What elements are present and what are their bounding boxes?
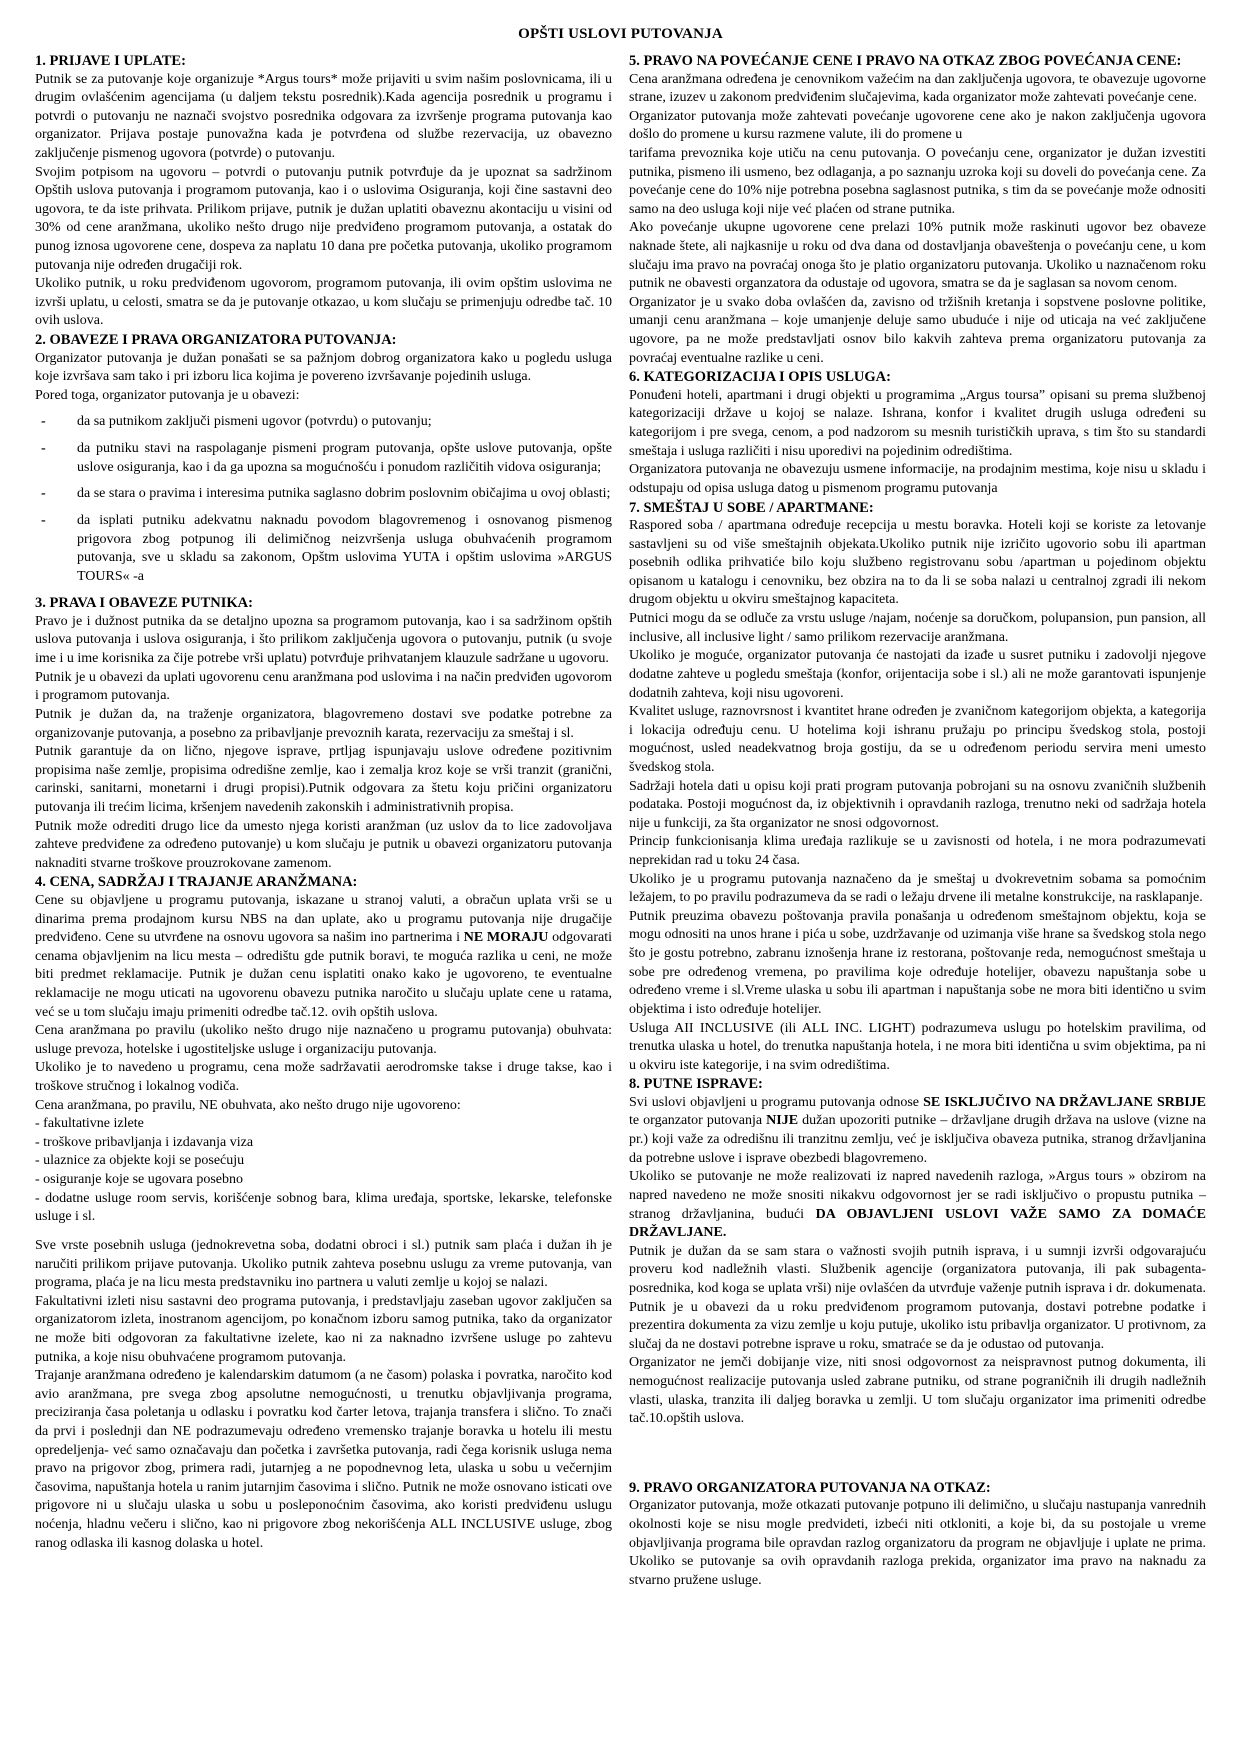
paragraph: Cena aranžmana, po pravilu, NE obuhvata, ako nešto drugo nije ugovoreno: — [35, 1097, 461, 1113]
paragraph: Putnik garantuje da on lično, njegove isprave, prtljag ispunjavaju uslove određene pozitivnim propisima naše zemlje, propisima odredišne zemlje, kao i zemalja kroz koje se vrši tranzit (granični, carinski, sanitarni, monetarni i drugi propisi).Putnik odgovara za štetu koju pričini organizatoru putovanja ili trećim licima, kršenjem navedenih zakonskih i administrativnih propisa. — [35, 744, 612, 815]
paragraph: Putnik je dužan da se sam stara o važnosti svojih putnih isprava, i u sumnji izvrši odgovarajuću proveru kod nadležnih vlasti. Službenik agencije (organizatora putovanja, ili pak subagenta-posrednika, kod koga se uplata vrši) nije ovlašćen da utvrđuje važenje putnih isprava i dr. dokumenata. Putnik je u obavezi da u roku predviđenom programom putovanja, dostavi potrebne podatke i prezentira dokumenta za vizu zemlje u koju putuje, ukoliko istu pribavlja organizator. U protivnom, za slučaj da ne dostavi potrebne isprave u roku, smatraće se da je odustao od putovanja. — [629, 1243, 1206, 1352]
document-title: OPŠTI USLOVI PUTOVANJA — [518, 26, 723, 42]
section-heading: 3. PRAVA I OBAVEZE PUTNIKA: — [35, 595, 253, 612]
paragraph: Ukoliko je u programu putovanja naznačeno da je smeštaj u dvokrevetnim sobama sa pomoćnim ležajem, to po pravilu podrazumeva da se radi o ležaju drvene ili metalne konstrukcije, na rasklapanje. — [629, 871, 1206, 906]
list-item: - da sa putnikom zaključi pismeni ugovor (potvrdu) o putovanju; — [35, 413, 612, 432]
section-heading: 7. SMEŠTAJ U SOBE / APARTMANE: — [629, 499, 874, 516]
paragraph: Usluga AII INCLUSIVE (ili ALL INC. LIGHT) podrazumeva uslugu po hotelskim pravilima, od trenutka ulaska u hotel, do trenutka napuštanja hotela, i ne mora biti identična u svim objektima, pa ni u okviru iste kategorije, i na svim odredištima. — [629, 1020, 1206, 1073]
right-column — [629, 52, 1206, 1590]
paragraph: Princip funkcionisanja klima uređaja razlikuje se u zavisnosti od hotela, i ne mora podrazumevati neprekidan rad u toku 24 časa. — [629, 834, 1206, 869]
spacer — [35, 1227, 612, 1237]
paragraph: Svojim potpisom na ugovoru – potvrdi o putovanju putnik potvrđuje da je upoznat sa sadržinom Opštih uslova putovanja i programom putovanja, kao i o uslovima Osiguranja, koji čine sastavni deo ugovora, te da iste prihvata. Prilikom prijave, putnik je dužan uplatiti obaveznu akontaciju u visini od 30% od cene aranžmana, ukoliko nešto drugo nije predviđeno programom putovanja, a ostatak do punog iznosa ugovorene cene, dospeva za naplatu 10 dana pre početka putovanja, ukoliko programom putovanja nije određen drugačiji rok. — [35, 164, 612, 273]
left-column — [35, 52, 612, 1553]
paragraph: Ukoliko se putovanje ne može realizovati iz napred navedenih razloga, »Argus tours » obzirom na napred navedeno ne može snositi nikakvu odgovornost jer se radi isključivo o propustu putnika – stranog državljanina, budući DA OBJAVLJENI USLOVI VAŽE SAMO ZA DOMAĆE DRŽAVLJANE. — [629, 1169, 1206, 1241]
paragraph: tarifama prevoznika koje utiču na cenu putovanja. O povećanju cene, organizator je dužan izvestiti putnika, pismeno ili usmeno, bez odlaganja, a po saznanju uzroka koji su doveli do povećanja cene. Za povećanje cene do 10% nije potrebna posebna saglasnost putnika, s tim da se povećanje može odnositi samo na deo usluga koji nije već plaćen od strane putnika. — [629, 145, 1206, 217]
paragraph: Organizator ne jemči dobijanje vize, niti snosi odgovornost za neispravnost putnog dokumenta, ili nemogućnost realizacije putovanja usled zabrane putniku, od strane pograničnih ili drugih nadležnih vlasti, ulaska, tranzita ili daljeg boravka u zemlji. U tom slučaju organizator ima primeniti odredbe tač.10.opštih uslova. — [629, 1355, 1206, 1427]
paragraph: Pored toga, organizator putovanja je u obavezi: — [35, 387, 300, 403]
paragraph: Putnik je u obavezi da uplati ugovorenu cenu aranžmana pod uslovima i na način predviđen ugovorom i programom putovanja. — [35, 669, 612, 704]
paragraph: Fakultativni izleti nisu sastavni deo programa putovanja, i predstavljaju zaseban ugovor zaključen sa organizatorom izleta, inostranom agencijom, po konačnom izboru samog putnika, tako da organizator ne može biti odgovoran za fakultativne izelete, kao ni za naknadno izvršene usluge po zahtevu putnika, a koje nisu obuhvaćene programom putovanja. — [35, 1293, 612, 1365]
paragraph: Trajanje aranžmana određeno je kalendarskim datumom (a ne časom) polaska i povratka, naročito kod avio aranžmana, pre svega zbog apsolutne nemogućnosti, u trenutku objavljivanja programa, preciziranja časa poletanja u odlasku i povratku kod čarter letova, trajanja transfera i slično. To znači da prvi i poslednji dan NE podrazumevaju određeno vremensko trajanje boravka u hotelu ili mestu opredeljenja- već samo označavaju dan početka i završetka putovanja, radi čega korisnik usluga nema pravo na prigovor zbog, primera radi, jutarnjeg a ne popodnevnog leta, ulaska u sobu u večernjim časovima, napuštanja hotela u ranim jutarnjim časovima i slično. Putnik ne može osnovano isticati ove prigovore ni u slučaju ulaska u sobu u posleponoćnim časovima, ako koristi predviđenu uslugu noćenja, hladnu večeru i slično, kao ni prigovore zbog nekorišćenja ALL INCLUSIVE usluge, zbog ranog odlaska ili kasnog dolaska u hotel. — [35, 1368, 612, 1551]
paragraph: Sadržaji hotela dati u opisu koji prati program putovanja pobrojani su na osnovu zvaničnih službenih podataka. Postoji mogućnost da, iz objektivnih i opravdanih razloga, trenutno neki od sadržaja hotela nije u funkciji, za šta organizator ne snosi odgovornost. — [629, 778, 1206, 831]
paragraph: Raspored soba / apartmana određuje recepcija u mestu boravka. Hoteli koji se koriste za letovanje sastavljeni su od više smeštajnih objekata.Ukoliko putnik nije izričito ugovorio sobu ili apartman posebnih odlika prihvatiće bilo koju službeno registrovanu sobu /apartman u pojedinom objektu opisanom u katalogu i cenovniku, bez obzira na to da li se soba nalazi u centralnoj zgradi ili nekom drugom objektu u okviru smeštajnog kapaciteta. — [629, 518, 1206, 608]
paragraph: - troškove pribavljanja i izdavanja viza — [35, 1134, 254, 1150]
section-heading: 1. PRIJAVE I UPLATE: — [35, 53, 186, 69]
paragraph: Organizator je u svako doba ovlašćen da, zavisno od tržišnih kretanja i sopstvene poslovne politike, umanji cenu aranžmana – koje umanjenje deluje samo ubuduće i nije od uticaja na već zaključene ugovore, pa ne može predstavljati osnov bilo kakvih zahteva prema organizatoru putovanja za povraćaj eventualne razlike u ceni. — [629, 294, 1206, 366]
list-item: - da isplati putniku adekvatnu naknadu povodom blagovremenog i osnovanog pismenog prigovora zbog potpunog ili delimičnog neizvršenja usluga obuhvaćenih programom putovanja, sve u skladu sa zakonom, Opštm uslovima YUTA i opštim uslovima »ARGUS TOURS« -a — [35, 512, 612, 586]
paragraph: Cena aranžmana određena je cenovnikom važećim na dan zaključenja ugovora, te obavezuje ugovorne strane, izuzev u zakonom predviđenim slučajevima, kada organizator može zahtevati povećanje cene. — [629, 71, 1206, 106]
section-heading: 6. KATEGORIZACIJA I OPIS USLUGA: — [629, 369, 891, 386]
paragraph: Cena aranžmana po pravilu (ukoliko nešto drugo nije naznačeno u programu putovanja) obuhvata: usluge prevoza, hotelske i ugostiteljske usluge i organizaciju putovanja. — [35, 1023, 612, 1057]
paragraph: Organizatora putovanja ne obavezuju usmene informacije, na prodajnim mestima, koje nisu u skladu i odstupaju od opisa usluga datog u pismenom programu putovanja — [629, 462, 1206, 496]
paragraph: - fakultativne izlete — [35, 1116, 144, 1132]
paragraph: Organizator putovanja, može otkazati putovanje potpuno ili delimično, u slučaju nastupanja vanrednih okolnosti koje se nisu mogle predvideti, izbeći niti otkloniti, a koje bi, da su postojale u vreme objavljivanja programa bile opravdan razlog organizatoru da program ne objavljuje i uplate ne prima. Ukoliko se putovanje sa ovih opravdanih razloga prekida, organizator ima pravo na naknadu za stvarno pružene usluge. — [629, 1498, 1206, 1588]
paragraph: Ponuđeni hoteli, apartmani i drugi objekti u programima „Argus toursa” opisani su prema službenoj kategorizaciji države u kojoj se nalaze. Ishrana, konfor i kvalitet drugih usluga određeni su kategorijom i pre svega, cenom, a pod nadzorom su mesnih turističkih uprava, s tim što su standardi smeštaja i usluga različiti i nisu uporedivi na pojedinim odredištima. — [629, 387, 1206, 459]
section-heading: 4. CENA, SADRŽAJ I TRAJANJE ARANŽMANA: — [35, 874, 358, 891]
paragraph: Kvalitet usluge, raznovrsnost i kvantitet hrane određen je zvaničnom kategorijom objekta, a kategorija i lokacija određuju cenu. U hotelima koji ishranu pružaju po principu švedskog stola, postoji mogućnost, usled neadekvatnog broja gostiju, da se u određenom periodu servira meni umesto švedskog stola. — [629, 704, 1206, 775]
list-item: - da putniku stavi na raspolaganje pismeni program putovanja, opšte uslove putovanja, opšte uslove osiguranja, kao i da ga upozna sa mogućnošću i ponudom različitih vidova osiguranja; — [35, 440, 612, 477]
spacer — [629, 1429, 1206, 1479]
paragraph: Putnik se za putovanje koje organizuje *Argus tours* može prijaviti u svim našim poslovnicama, ili u drugim ovlašćenim agencijama (u daljem tekstu posrednik).Kada agencija posrednik u programu i potvrdi o putovanju ne naznači svojstvo posrednika odgovara za izvršenje programa putovanja kao organizator. Prijava postaje punovažna kada je potvrđena od službe rezervacija, uz obavezno zaključenje pismenog ugovora (potvrde) o putovanju. — [35, 71, 612, 161]
paragraph: Ako povećanje ukupne ugovorene cene prelazi 10% putnik može raskinuti ugovor bez obaveze naknade štete, ali najkasnije u roku od dva dana od dostavljanja obaveštenja o povećanju cene, u kom slučaju ima pravo na povraćaj onoga što je platio organizatoru putovanja. Ukoliko u naznačenom roku putnik ne obavesti organzatora da odustaje od ugovora, smatra se da je saglasan sa novom cenom. — [629, 220, 1206, 292]
paragraph: Putnici mogu da se odluče za vrstu usluge /najam, noćenje sa doručkom, polupansion, pun pansion, all inclusive, all inclusive light / samo prilikom rezervacije aranžmana. — [629, 611, 1206, 645]
section-heading: 5. PRAVO NA POVEĆANJE CENE I PRAVO NA OTKAZ ZBOG POVEĆANJA CENE: — [629, 53, 1182, 69]
paragraph: Svi uslovi objavljeni u programu putovanja odnose SE ISKLJUČIVO NA DRŽAVLJANE SRBIJE te organzator putovanja NIJE dužan upozoriti putnike – državljane drugih država na uslove (vizne na pr.) koji važe za odredišnu ili tranzitnu zemlju, već je isključiva obaveza putnika, stranog državljanina da potrebne uslove i isprave obezbedi blagovremeno. — [629, 1094, 1206, 1166]
paragraph: Ukoliko je to navedeno u programu, cena može sadržavatii aerodromske takse i druge takse, kao i troškove stručnog i lokalnog vodiča. — [35, 1060, 612, 1095]
two-column-layout — [35, 52, 1206, 1590]
paragraph: Putnik preuzima obavezu poštovanja pravila ponašanja u određenom smeštajnom objektu, koja se mogu odnositi na unos hrane i pića u sobe, uzdržavanje od uzimanja više hrane sa švedskog stola nego što je gostu potrebno, zabranu iznošenja hrane iz restorana, poštovanje reda, nemogućnost smeštaja u sobe pre određenog vremena, po pravilima koje određuje hotelijer, obavezu napuštanja sobe u određeno vreme i sl.Vreme ulaska u sobu ili apartman i napuštanja sobe ne mora biti identično u svim objektima i isto određuje hotelijer. — [629, 908, 1206, 1017]
section-heading: 2. OBAVEZE I PRAVA ORGANIZATORA PUTOVANJA: — [35, 332, 397, 349]
paragraph: Pravo je i dužnost putnika da se detaljno upozna sa programom putovanja, kao i sa sadržinom opštih uslova putovanja i uslova osiguranja, i što prilikom zaključenja ugovora o putovanju, putnik (u svoje ime i u ime korisnika za čije potrebe vrši uplatu) potvrđuje prihvatanjem klauzule sadržane u ugovoru. — [35, 613, 612, 667]
paragraph: Ukoliko putnik, u roku predviđenom ugovorom, programom putovanja, ili ovim opštim uslovima ne izvrši uplatu, u celosti, smatra se da je putovanje otkazao, u kom slučaju se primenjuju odredbe tač. 10 ovih uslova. — [35, 276, 612, 329]
list-item: - da se stara o pravima i interesima putnika saglasno dobrim poslovnim običajima u ovoj oblasti; — [35, 485, 612, 504]
paragraph: - osiguranje koje se ugovara posebno — [35, 1172, 243, 1188]
paragraph: Sve vrste posebnih usluga (jednokrevetna soba, dodatni obroci i sl.) putnik sam plaća i dužan ih je naručiti prilikom prijave putovanja. Ukoliko putnik zahteva posebnu uslugu za vreme putovanja, van programa, plaća je na licu mesta predstavniku ino partnera u valuti zemlje u kojoj se nalazi. — [35, 1237, 612, 1291]
paragraph: - dodatne usluge room servis, korišćenje sobnog bara, klima uređaja, sportske, lekarske, telefonske usluge i sl. — [35, 1190, 612, 1225]
section-heading: 8. PUTNE ISPRAVE: — [629, 1076, 763, 1093]
paragraph: Putnik je dužan da, na traženje organizatora, blagovremeno dostavi sve podatke potrebne za organizovanje putovanja, a posebno za pribavljanje prevoznih karata, rezervaciju za smeštaj i sl. — [35, 706, 612, 741]
paragraph: - ulaznice za objekte koji se posećuju — [35, 1153, 245, 1169]
paragraph: Cene su objavljene u programu putovanja, iskazane u stranoj valuti, a obračun uplata vrši se u dinarima prema prodajnom kursu NBS na dan uplate, ako u programu putovanja nije drugačije predviđeno. Cene su utvrđene na osnovu ugovora sa našim ino partnerima i NE MORAJU odgovarati cenama objavljenim na licu mesta – odredištu gde putnik boravi, te moguća razlika u ceni, ne može biti predmet reklamacije. Putnik je dužan cenu isplatiti onako kako je ugovoreno, te eventualne reklamacije ne mogu uticati na ugovorenu obavezu putnika naročito u slučaju uplate cene u ratama, već se u tom slučaju imaju primeniti odredbe tač.12. ovih opštih uslova. — [35, 892, 612, 1020]
section-heading: 9. PRAVO ORGANIZATORA PUTOVANJA NA OTKAZ: — [629, 1479, 991, 1496]
paragraph: Organizator putovanja je dužan ponašati se sa pažnjom dobrog organizatora kako u pogledu usluga koje izvršava sam tako i pri izboru lica kojima je povereno izvršavanje pojedinih usluga. — [35, 350, 612, 385]
paragraph: Ukoliko je moguće, organizator putovanja će nastojati da izađe u susret putniku i zadovolji njegove dodatne zahteve u pogledu smeštaja (konfor, orijentacija sobe i sl.) ali ne može garantovati ispunjenje dodatnih zahteva, koji nisu ugovoreni. — [629, 648, 1206, 701]
paragraph: Putnik može odrediti drugo lice da umesto njega koristi aranžman (uz uslov da to lice zadovoljava zahteve predviđene za određeno putovanje) u kom slučaju je putnik u obavezi organizatoru putovanja naknaditi stvarne troškove prouzrokovane zamenom. — [35, 818, 612, 871]
paragraph: Organizator putovanja može zahtevati povećanje ugovorene cene ako je nakon zaključenja ugovora došlo do promene u kursu razmene valute, ili do promene u — [629, 108, 1206, 143]
